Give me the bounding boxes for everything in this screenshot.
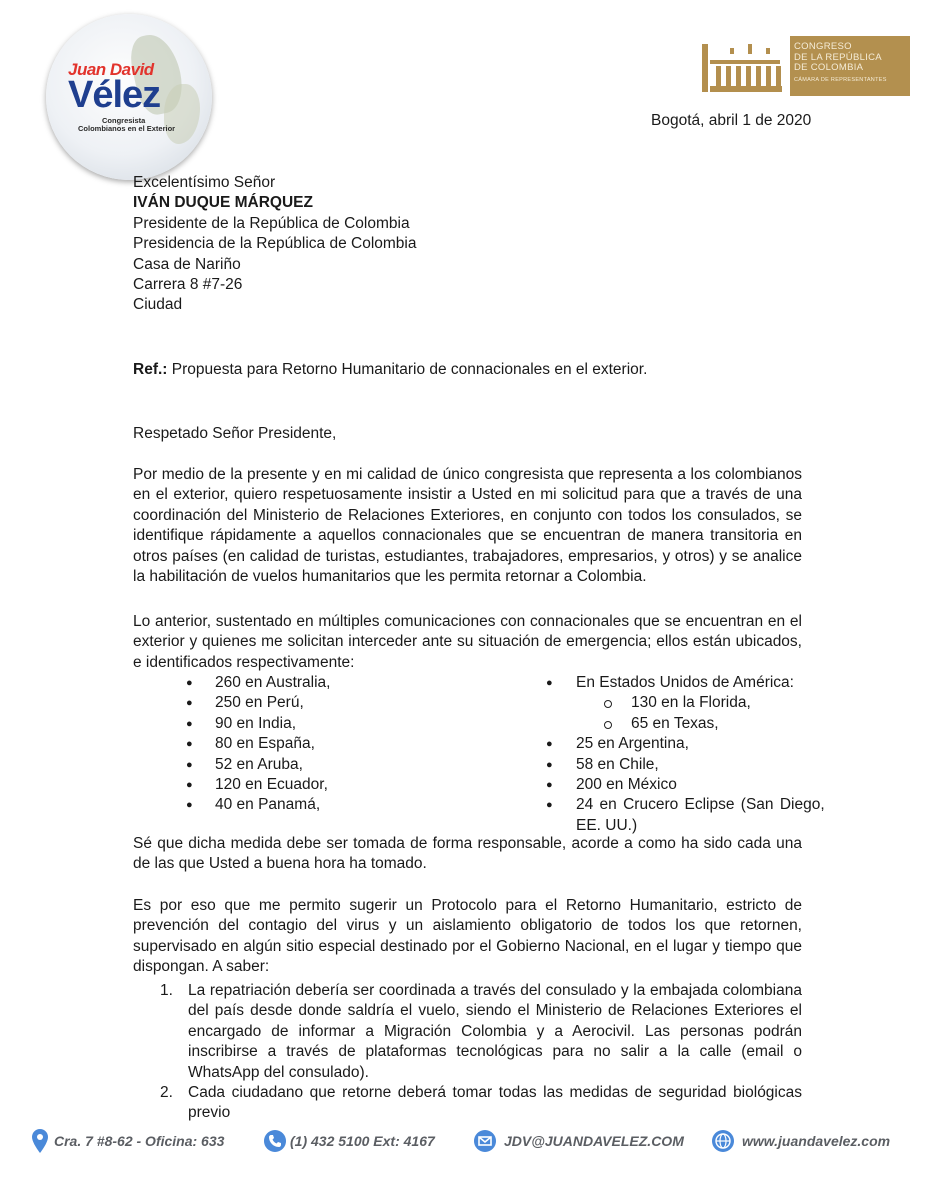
reference-text: Propuesta para Retorno Humanitario de connacionales en el exterior. <box>167 361 648 378</box>
list-item: ● 58 en Chile, <box>546 755 659 773</box>
list-item-continuation: EE. UU.) <box>576 816 638 834</box>
email-icon <box>474 1130 496 1152</box>
juan-david-velez-logo <box>46 14 212 180</box>
congreso-text-box: CONGRESO DE LA REPÚBLICA DE COLOMBIA CÁMARA DE REPRESENTANTES <box>790 36 910 96</box>
recipient-block <box>133 173 416 316</box>
protocol-item: 2. Cada ciudadano que retorne deberá tomar todas las medidas de seguridad biológicas previo <box>160 1084 802 1122</box>
reference-line <box>133 360 647 380</box>
recipient-name: IVÁN DUQUE MÁRQUEZ <box>133 194 313 212</box>
recipient-line: Ciudad <box>133 296 183 314</box>
recipient-line: Presidente de la República de Colombia <box>133 214 410 232</box>
country-list-right <box>546 673 825 836</box>
recipient-line: Casa de Nariño <box>133 255 241 273</box>
protocol-list <box>160 981 802 1124</box>
protocol-item: 1. La repatriación debería ser coordinada a través del consulado y la embajada colombiana del país desde donde saldría el vuelo, siendo el Ministerio de Relaciones Exteriores el encargado de informar a Migración Colombia y a Aerocivil. Las personas podrán inscribirse a través de plataformas tecnológicas para no salir a la calle (email o WhatsApp del consulado). <box>160 982 802 1081</box>
paragraph-1: Por medio de la presente y en mi calidad de único congresista que representa a los colombianos en el exterior, quiero respetuosamente insistir a Usted en mi solicitud para que a través de una coordinación del Ministerio de Relaciones Exteriores, en conjunto con todos los consulados, se identifique rápidamente a aquellos connacionales que se encuentran de manera transitoria en otros países (en calidad de turistas, estudiantes, trabajadores, empresarios, y otros) y se analice la habilitación de vuelos humanitarios que les permita retornar a Colombia. <box>133 466 802 586</box>
congreso-building-icon <box>702 40 786 94</box>
phone-icon <box>264 1130 286 1152</box>
paragraph-2: Lo anterior, sustentado en múltiples comunicaciones con connacionales que se encuentran en el exterior y quienes me solicitan interceder ante su situación de emergencia; ellos están ubicados, e identificados respectivamente: <box>133 613 802 671</box>
list-item: ● 24 en Crucero Eclipse (San Diego, <box>546 796 825 814</box>
globe-icon <box>712 1130 734 1152</box>
greeting: Respetado Señor Presidente, <box>133 425 337 442</box>
footer-address: Cra. 7 #8-62 - Oficina: 633 <box>54 1133 225 1149</box>
footer-phone: (1) 432 5100 Ext: 4167 <box>290 1133 435 1149</box>
footer-website: www.juandavelez.com <box>742 1133 891 1149</box>
sub-list-item: 130 en la Florida, <box>548 693 808 713</box>
location-pin-icon <box>32 1129 48 1153</box>
logo-subtitle: Congresista Colombianos en el Exterior <box>78 116 176 133</box>
sub-list-item: 65 en Texas, <box>548 714 808 734</box>
recipient-line: Presidencia de la República de Colombia <box>133 235 417 253</box>
paragraph-4: Es por eso que me permito sugerir un Protocolo para el Retorno Humanitario, estricto de prevención del contagio del virus y un aislamiento obligatorio de todos los que retornen, supervisado en algún sitio especial destinado por el Gobierno Nacional, en el lugar y tiempo que dispongan. A saber: <box>133 897 802 976</box>
footer-email: JDV@JUANDAVELEZ.COM <box>504 1133 684 1149</box>
list-item: ● 200 en México <box>546 775 677 793</box>
congreso-logo <box>702 34 912 98</box>
letter-footer <box>0 1115 936 1165</box>
reference-label: Ref.: <box>133 361 168 378</box>
recipient-line: Carrera 8 #7-26 <box>133 276 243 294</box>
recipient-salutation: Excelentísimo Señor <box>133 174 276 191</box>
logo-name-top: Juan David <box>68 60 154 79</box>
logo-name-main: Vélez <box>68 74 161 116</box>
letter-date: Bogotá, abril 1 de 2020 <box>651 112 812 129</box>
list-item: ● 25 en Argentina, <box>546 735 689 753</box>
list-item: ● En Estados Unidos de América: <box>546 674 794 691</box>
paragraph-3: Sé que dicha medida debe ser tomada de forma responsable, acorde a como ha sido cada una de las que Usted a buena hora ha tomado. <box>133 835 802 873</box>
